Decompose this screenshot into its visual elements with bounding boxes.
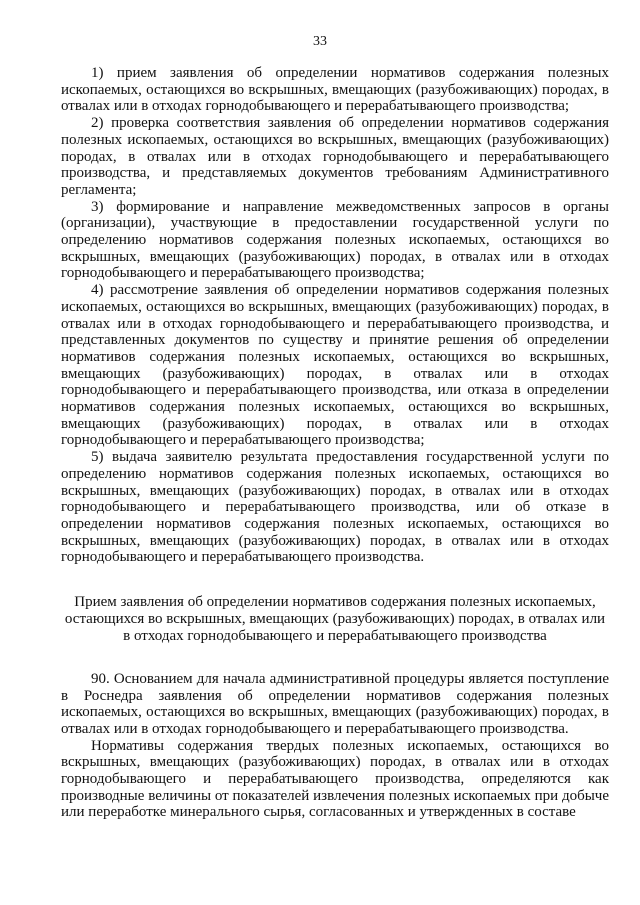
section-heading: [61, 594, 609, 645]
section-heading-line-3: в отходах горнодобывающего и перерабатывающего производства: [123, 627, 547, 644]
procedure-step-5: 5) выдача заявителю результата предоставления государственной услуги по определению нормативов содержания полезных ископаемых, остающихся во вскрышных, вмещающих (разубоживающих) породах, в отвалах или в отходах горнодобывающего и перерабатывающего производства, или об отказе в определении нормативов содержания полезных ископаемых, остающихся во вскрышных, вмещающих (разубоживающих) породах, в отвалах или в отходах горнодобывающего и перерабатывающего производства.: [61, 449, 609, 566]
procedure-step-4: 4) рассмотрение заявления об определении нормативов содержания полезных ископаемых, остающихся во вскрышных, вмещающих (разубоживающих) породах, в отвалах или в отходах горнодобывающего и перерабатывающего производства, и представленных документов по существу и принятие решения об определении нормативов содержания полезных ископаемых, остающихся во вскрышных, вмещающих (разубоживающих) породах, в отвалах или в отходах горнодобывающего и перерабатывающего производства, или отказа в определении нормативов содержания полезных ископаемых, остающихся во вскрышных, вмещающих (разубоживающих) породах, в отвалах или в отходах горнодобывающего и перерабатывающего производства;: [61, 282, 609, 449]
section-heading-line-2: остающихся во вскрышных, вмещающих (разубоживающих) породах, в отвалах или: [64, 611, 606, 627]
paragraph-90: 90. Основанием для начала административной процедуры является поступление в Роснедра заявления об определении нормативов содержания полезных ископаемых, остающихся во вскрышных, вмещающих (разубоживающих) породах, в отвалах или в отходах горнодобывающего и перерабатывающего производства.: [61, 670, 609, 737]
section-heading-line-1: Прием заявления об определении нормативов содержания полезных ископаемых,: [74, 594, 596, 611]
procedure-step-3: 3) формирование и направление межведомственных запросов в органы (организации), участвующие в предоставлении государственной услуги по определению нормативов содержания полезных ископаемых, остающихся во вскрышных, вмещающих (разубоживающих) породах, в отвалах или в отходах горнодобывающего и перерабатывающего производства;: [61, 198, 609, 282]
procedure-step-2: 2) проверка соответствия заявления об определении нормативов содержания полезных ископаемых, остающихся во вскрышных, вмещающих (разубоживающих) породах, в отвалах или в отходах горнодобывающего и перерабатывающего производства, и представляемых документов требованиям Административного регламента;: [61, 115, 609, 198]
page-number: 33: [313, 34, 327, 49]
paragraph-norms: Нормативы содержания твердых полезных ископаемых, остающихся во вскрышных, вмещающих (разубоживающих) породах, в отвалах или в отходах горнодобывающего и перерабатывающего производства, определяются как производные величины от показателей извлечения полезных ископаемых при добыче или переработке минерального сырья, согласованных и утвержденных в составе: [61, 737, 609, 821]
document-body: [61, 65, 609, 821]
procedure-step-1: 1) прием заявления об определении нормативов содержания полезных ископаемых, остающихся во вскрышных, вмещающих (разубоживающих) породах, в отвалах или в отходах горнодобывающего и перерабатывающего производства;: [61, 65, 609, 115]
